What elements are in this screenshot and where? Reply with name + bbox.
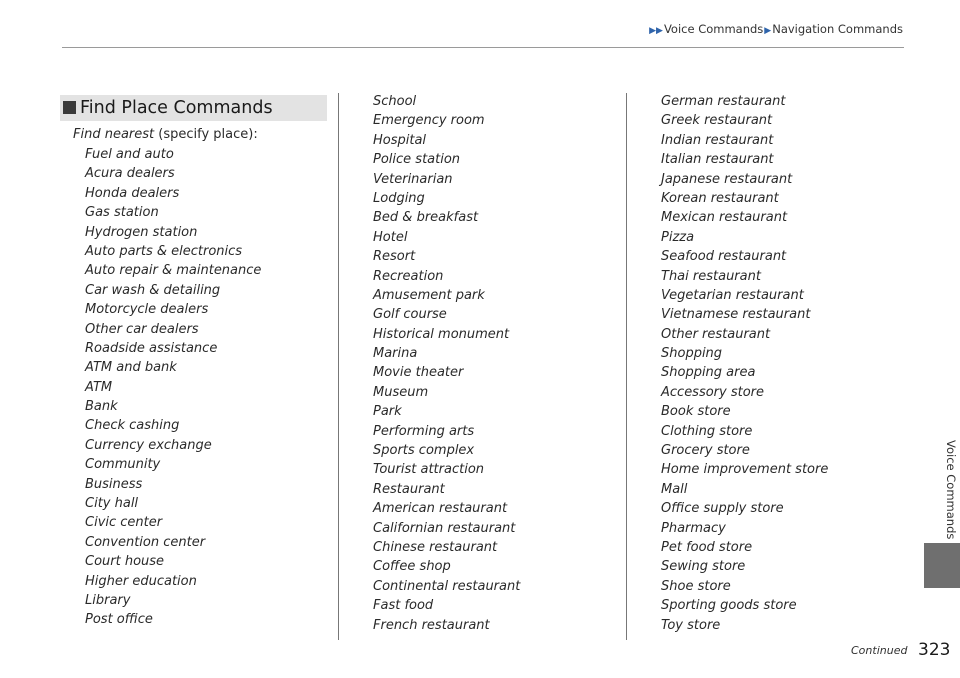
place-item: Convention center [85, 534, 206, 550]
place-item: Home improvement store [661, 462, 829, 478]
place-item: Hotel [373, 229, 408, 245]
place-item: Auto repair & maintenance [85, 263, 262, 279]
place-item: Mall [661, 481, 688, 497]
place-item: Recreation [373, 268, 444, 284]
place-item: Performing arts [373, 423, 475, 439]
place-item: Police station [373, 152, 461, 168]
place-item: Marina [373, 346, 418, 362]
place-item: ATM [85, 379, 113, 395]
place-item: Civic center [85, 515, 163, 531]
place-item: Library [85, 592, 131, 608]
place-item: Pharmacy [661, 520, 726, 536]
breadcrumb-arrow-icon: ▶▶ [649, 26, 663, 36]
place-item: Sports complex [373, 443, 475, 459]
place-item: Other restaurant [661, 326, 771, 342]
place-item: Fast food [373, 598, 434, 614]
place-item: Pet food store [661, 539, 753, 555]
place-item: Korean restaurant [661, 190, 779, 206]
place-item: Museum [373, 384, 429, 400]
square-bullet-icon [63, 101, 76, 114]
section-header [60, 95, 327, 121]
continued-label: Continued [851, 644, 908, 657]
place-item: Coffee shop [373, 559, 451, 575]
place-item: Clothing store [661, 423, 753, 439]
place-list-column-2 [373, 92, 520, 635]
place-item: City hall [85, 496, 139, 512]
side-tab-marker [924, 543, 960, 588]
place-item: Currency exchange [85, 437, 212, 453]
place-item: Auto parts & electronics [85, 243, 243, 259]
place-item: Indian restaurant [661, 132, 774, 148]
place-item: Office supply store [661, 501, 784, 517]
breadcrumb [648, 22, 903, 36]
place-item: Chinese restaurant [373, 539, 498, 555]
place-item: Hospital [373, 132, 427, 148]
place-item: Hydrogen station [85, 224, 198, 240]
page-number: 323 [918, 640, 951, 660]
place-item: Accessory store [661, 384, 765, 400]
place-item: American restaurant [373, 501, 508, 517]
side-tab-label[interactable]: Voice Commands [944, 440, 958, 540]
place-item: Emergency room [373, 113, 485, 129]
place-item: ATM and bank [85, 360, 177, 376]
place-item: Restaurant [373, 481, 445, 497]
place-item: Resort [373, 249, 416, 265]
place-item: Shopping [661, 346, 723, 362]
place-item: Shoe store [661, 578, 731, 594]
place-item: Gas station [85, 205, 159, 221]
place-item: Business [85, 476, 143, 492]
place-item: Sewing store [661, 559, 746, 575]
place-item: Mexican restaurant [661, 210, 788, 226]
breadcrumb-item-navigation-commands[interactable]: Navigation Commands [772, 22, 903, 36]
place-item: Vietnamese restaurant [661, 307, 811, 323]
place-item: Seafood restaurant [661, 249, 787, 265]
place-item: Californian restaurant [373, 520, 516, 536]
breadcrumb-item-voice-commands[interactable]: Voice Commands [663, 22, 764, 36]
place-item: Vegetarian restaurant [661, 287, 804, 303]
column-divider [626, 93, 627, 640]
place-item: Shopping area [661, 365, 756, 381]
place-item: Park [373, 404, 402, 420]
place-item: Italian restaurant [661, 152, 774, 168]
place-item: Sporting goods store [661, 598, 797, 614]
place-item: Higher education [85, 573, 197, 589]
place-item: Motorcycle dealers [85, 302, 209, 318]
place-item: Greek restaurant [661, 113, 773, 129]
command-intro [73, 127, 258, 142]
place-item: Thai restaurant [661, 268, 761, 284]
place-item: Roadside assistance [85, 340, 218, 356]
breadcrumb-arrow-icon: ▶ [764, 26, 772, 36]
place-item: Movie theater [373, 365, 464, 381]
place-item: Lodging [373, 190, 425, 206]
section-title: Find Place Commands [80, 98, 273, 118]
place-item: Check cashing [85, 418, 180, 434]
command-suffix: (specify place): [154, 127, 258, 142]
place-item: Honda dealers [85, 185, 180, 201]
place-item: Bank [85, 399, 118, 415]
place-item: Tourist attraction [373, 462, 485, 478]
place-item: Amusement park [373, 287, 485, 303]
place-item: Fuel and auto [85, 147, 174, 162]
place-item: Grocery store [661, 443, 750, 459]
place-item: Community [85, 457, 161, 473]
place-item: Continental restaurant [373, 578, 521, 594]
place-item: Car wash & detailing [85, 282, 221, 298]
place-item: Toy store [661, 617, 721, 633]
place-item: French restaurant [373, 617, 490, 633]
place-item: Japanese restaurant [661, 171, 793, 187]
command-phrase: Find nearest [73, 127, 155, 142]
place-item: German restaurant [661, 94, 786, 109]
place-item: Court house [85, 554, 165, 570]
place-item: Historical monument [373, 326, 510, 342]
place-item: Pizza [661, 229, 695, 245]
place-item: School [373, 94, 417, 109]
place-item: Acura dealers [85, 166, 175, 182]
header-divider [62, 47, 904, 48]
place-list-column-3 [661, 92, 828, 635]
place-item: Post office [85, 612, 153, 628]
place-item: Other car dealers [85, 321, 199, 337]
place-item: Book store [661, 404, 731, 420]
place-item: Golf course [373, 307, 447, 323]
column-divider [338, 93, 339, 640]
place-item: Veterinarian [373, 171, 453, 187]
place-list-column-1 [85, 145, 261, 630]
place-item: Bed & breakfast [373, 210, 479, 226]
